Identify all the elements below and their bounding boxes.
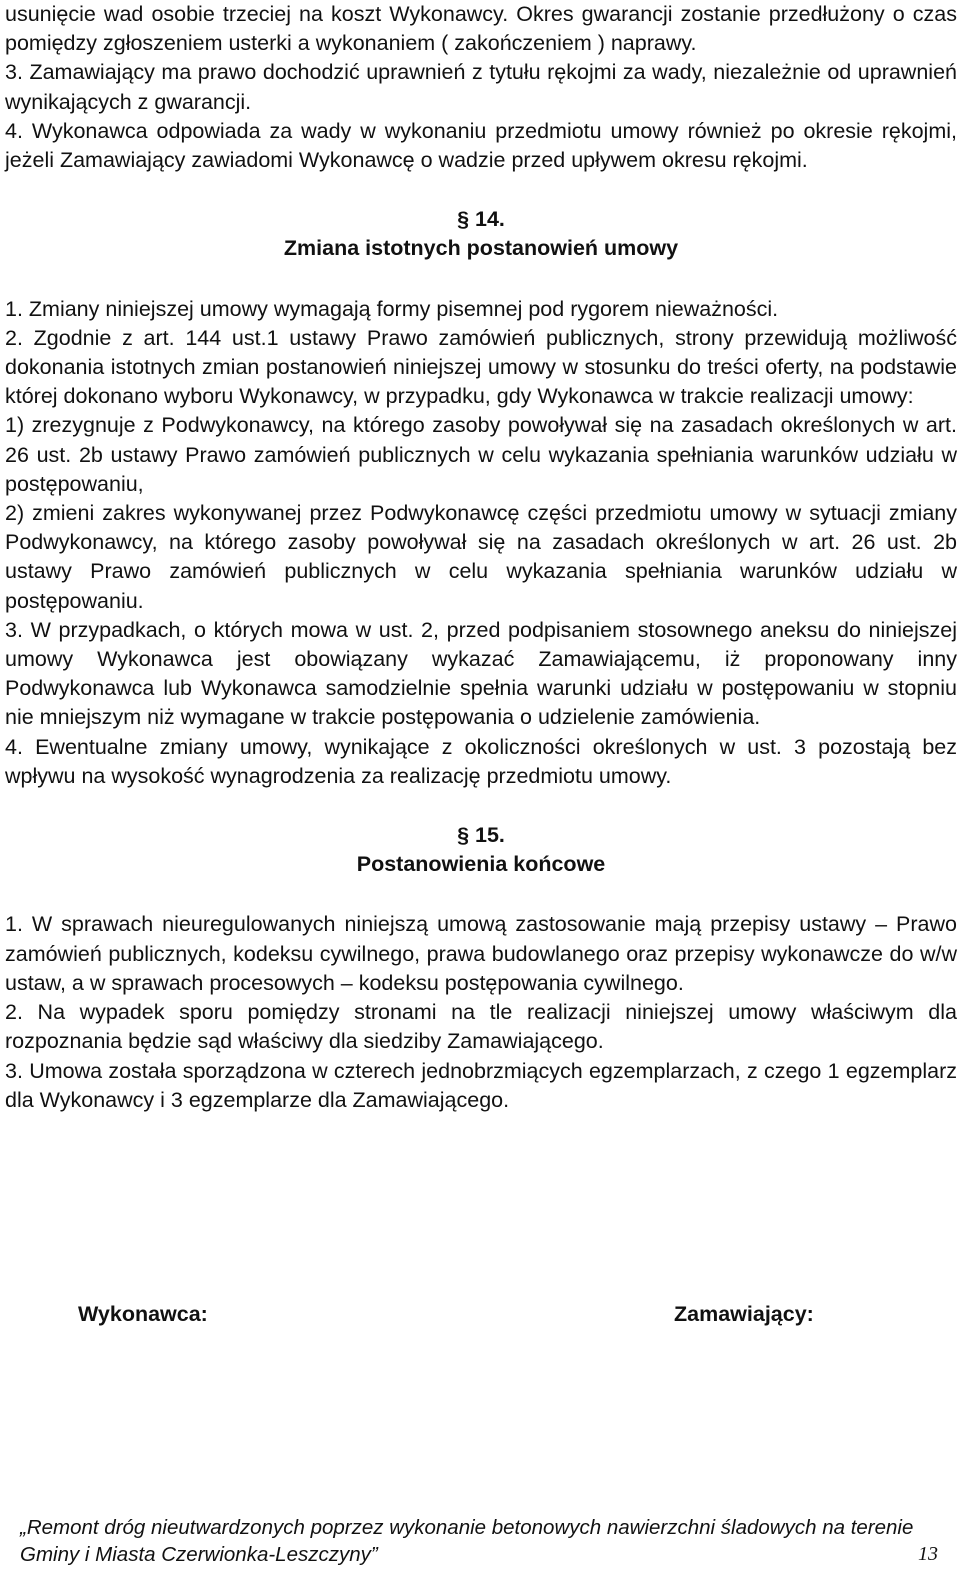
paragraph: usunięcie wad osobie trzeciej na koszt Wykonawcy. Okres gwarancji zostanie przedłużony o czas pomiędzy zgłoszeniem usterki a wykonaniem ( zakończeniem ) naprawy. (5, 2, 957, 56)
paragraph: 1. W sprawach nieuregulowanych niniejszą umową zastosowanie mają przepisy ustawy – Prawo zamówień publicznych, kodeksu cywilnego, prawa budowlanego oraz przepisy wykonawcze do w/w ustaw, a w sprawach procesowych – kodeksu postępowania cywilnego. (5, 912, 957, 995)
paragraph: 3. Zamawiający ma prawo dochodzić uprawnień z tytułu rękojmi za wady, niezależnie od uprawnień wynikających z gwarancji. (5, 60, 957, 114)
spacer (5, 264, 957, 295)
paragraph: 4. Wykonawca odpowiada za wady w wykonaniu przedmiotu umowy również po okresie rękojmi, jeżeli Zamawiający zawiadomi Wykonawcę o wadzie przed upływem okresu rękojmi. (5, 118, 957, 173)
document-page (5, 0, 957, 1115)
signature-contractor-label: Wykonawca: (78, 1302, 208, 1326)
section-number: § 15. (457, 823, 505, 848)
paragraph: 2. Na wypadek sporu pomiędzy stronami na tle realizacji niniejszej umowy właściwym dla rozpoznania będzie sąd właściwy dla siedziby Zamawiającego. (5, 1000, 957, 1054)
list-item: 2) zmieni zakres wykonywanej przez Podwykonawcę części przedmiotu umowy w sytuacji zmiany Podwykonawcy, na którego zasoby powoływał się na zasadach określonych w art. 26 ust. 2b ustawy Prawo zamówień publicznych w celu wykazania spełniania warunków udziału w postępowaniu. (5, 501, 957, 613)
paragraph: 3. W przypadkach, o których mowa w ust. 2, przed podpisaniem stosownego aneksu do niniejszej umowy Wykonawca jest obowiązany wykazać Zamawiającemu, iż proponowany inny Podwykonawca lub Wykonawca samodzielnie spełnia warunki udziału w postępowaniu w stopniu nie mniejszym niż wymagane w trakcie postępowania o udzielenie zamówienia. (5, 617, 957, 730)
section-title: Postanowienia końcowe (356, 852, 606, 877)
spacer (5, 879, 957, 910)
list-item: 1) zrezygnuje z Podwykonawcy, na którego zasoby powoływał się na zasadach określonych w art. 26 ust. 2b ustawy Prawo zamówień publicznych w celu wykazania spełniania warunków udziału w postępowaniu, (5, 413, 957, 496)
paragraph: 2. Zgodnie z art. 144 ust.1 ustawy Prawo zamówień publicznych, strony przewidują możliwość dokonania istotnych zmian postanowień niniejszej umowy w stosunku do treści oferty, na podstawie której dokonano wyboru Wykonawcy, w przypadku, gdy Wykonawca w trakcie realizacji umowy: (5, 325, 957, 409)
footer-text: „Remont dróg nieutwardzonych poprzez wykonanie betonowych nawierzchni śladowych na terenie Gminy i Miasta Czerwionka-Leszczyny” (20, 1516, 914, 1566)
page-number: 13 (918, 1543, 938, 1565)
paragraph: 3. Umowa została sporządzona w czterech jednobrzmiących egzemplarzach, z czego 1 egzemplarz dla Wykonawcy i 3 egzemplarze dla Zamawiającego. (5, 1058, 957, 1112)
spacer (5, 791, 957, 821)
spacer (5, 175, 957, 205)
section-title: Zmiana istotnych postanowień umowy (283, 236, 679, 261)
section-number: § 14. (457, 207, 505, 232)
paragraph: 4. Ewentualne zmiany umowy, wynikające z okoliczności określonych w ust. 3 pozostają bez wpływu na wysokość wynagrodzenia za realizację przedmiotu umowy. (5, 734, 957, 788)
paragraph: 1. Zmiany niniejszej umowy wymagają formy pisemnej pod rygorem nieważności. (5, 296, 779, 321)
signature-employer-label: Zamawiający: (674, 1302, 814, 1326)
page-footer (20, 1514, 950, 1568)
